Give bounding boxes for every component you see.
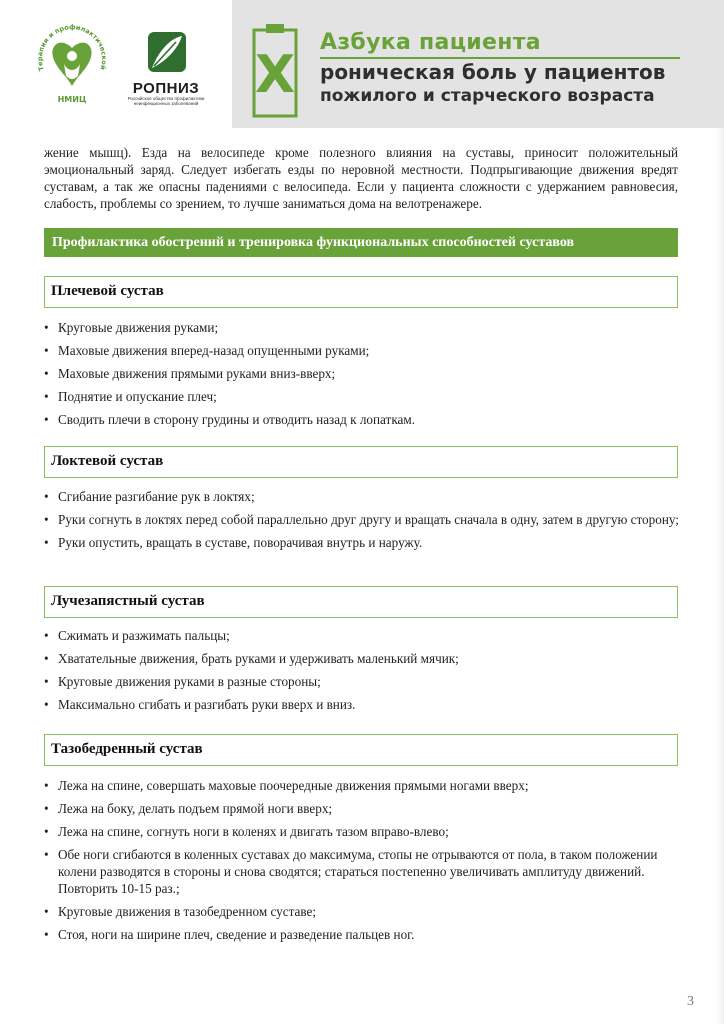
logo-area <box>0 0 232 128</box>
list-item: • Руки опустить, вращать в суставе, поворачивая внутрь и наружу. <box>44 534 680 551</box>
intro-paragraph: жение мышц). Езда на велосипеде кроме полезного влияния на суставы, приносит положительный эмоциональный заряд. Следует избегать езды по неровной местности. Подпрыгивающие движения вредят суставам, а так же опасны падениями с велосипеда. Если у пациента сложности с удержанием равновесия, слабость, проблемы со зрением, то лучше заниматься дома на велотренажере. <box>44 145 678 211</box>
page-number: 3 <box>687 994 694 1009</box>
title-panel <box>232 0 724 128</box>
section-banner: Профилактика обострений и тренировка функциональных способностей суставов <box>44 228 678 257</box>
list-item: • Круговые движения руками; <box>44 319 680 336</box>
nmits-ring-text: Терапии и профилактической <box>35 23 109 72</box>
ropniz-name: РОПНИЗ <box>132 80 200 97</box>
list-item: • Хватательные движения, брать руками и удерживать маленький мячик; <box>44 650 680 667</box>
list-item: • Поднятие и опускание плеч; <box>44 388 680 405</box>
page-edge-shadow <box>716 128 724 1024</box>
joint-heading-wrist: Лучезапястный сустав <box>44 586 678 618</box>
list-item: • Маховые движения вперед-назад опущенными руками; <box>44 342 680 359</box>
list-item: • Стоя, ноги на ширине плеч, сведение и разведение пальцев ног. <box>44 926 680 943</box>
list-item: • Лежа на спине, совершать маховые поочередные движения прямыми ногами вверх; <box>44 777 680 794</box>
nmits-logo <box>30 14 114 110</box>
list-item: • Лежа на спине, согнуть ноги в коленях и двигать тазом вправо-влево; <box>44 823 680 840</box>
wrist-exercise-list <box>44 627 680 719</box>
list-item: • Маховые движения прямыми руками вниз-вверх; <box>44 365 680 382</box>
ropniz-logo <box>124 28 208 108</box>
title-divider <box>320 57 680 59</box>
list-item: • Максимально сгибать и разгибать руки вверх и вниз. <box>44 696 680 713</box>
list-item: • Круговые движения в тазобедренном суставе; <box>44 903 680 920</box>
joint-heading-shoulder: Плечевой сустав <box>44 276 678 308</box>
list-item: • Лежа на боку, делать подъем прямой ноги вверх; <box>44 800 680 817</box>
shoulder-exercise-list <box>44 319 680 434</box>
list-item: • Сжимать и разжимать пальцы; <box>44 627 680 644</box>
list-item: • Сводить плечи в сторону грудины и отводить назад к лопаткам. <box>44 411 680 428</box>
list-item: • Руки согнуть в локтях перед собой параллельно друг другу и вращать сначала в одну, затем в другую сторону; <box>44 511 680 528</box>
list-item: • Обе ноги сгибаются в коленных суставах до максимума, стопы не отрываются от пола, в таком положении колени разводятся в стороны и снова сводятся; стараться постепенно увеличивать амплитуду движений. Повторить 10-15 раз.; <box>44 846 680 897</box>
elbow-exercise-list <box>44 488 680 557</box>
joint-heading-elbow: Локтевой сустав <box>44 446 678 478</box>
joint-heading-hip: Тазобедренный сустав <box>44 734 678 766</box>
nmits-label: НМИЦ <box>57 95 87 104</box>
badge-letter: Х <box>254 45 296 105</box>
hip-exercise-list <box>44 777 680 949</box>
page-header <box>0 0 724 128</box>
list-item: • Сгибание разгибание рук в локтях; <box>44 488 680 505</box>
clipboard-x-icon <box>252 24 298 118</box>
series-title: Азбука пациента <box>320 30 541 55</box>
main-title: роническая боль у пациентов <box>320 60 666 84</box>
ropniz-subtitle: Российское общество профилактики неинфекционных заболеваний <box>127 96 205 106</box>
list-item: • Круговые движения руками в разные стороны; <box>44 673 680 690</box>
sub-title: пожилого и старческого возраста <box>320 86 655 106</box>
